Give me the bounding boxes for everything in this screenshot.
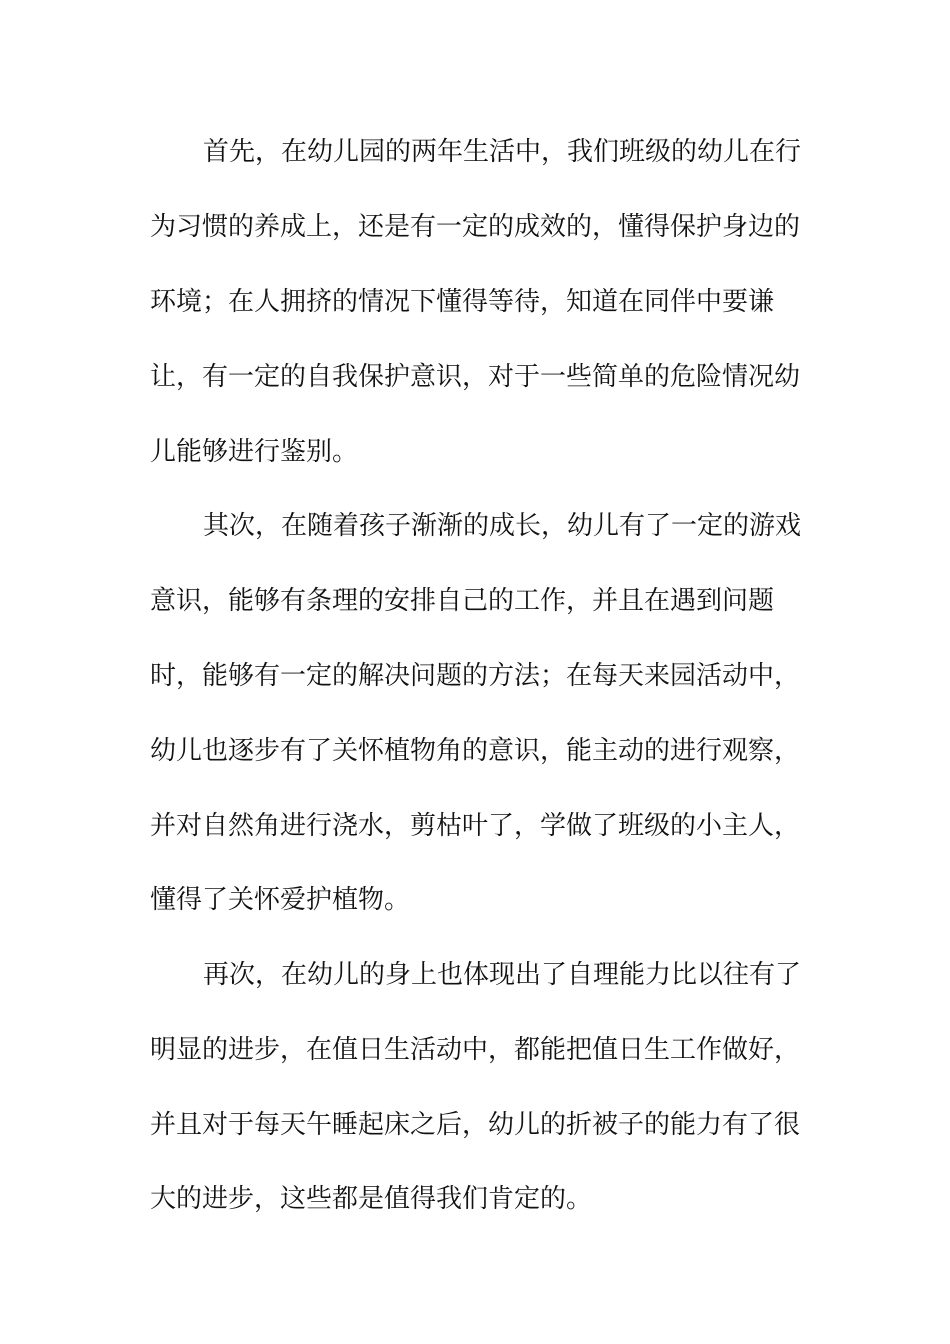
paragraph-line: 大的进步，这些都是值得我们肯定的。 <box>150 1184 593 1214</box>
paragraph-line: 并对自然角进行浇水，剪枯叶了，学做了班级的小主人， <box>150 811 801 841</box>
paragraph-line: 让，有一定的自我保护意识，对于一些简单的危险情况幼 <box>150 362 801 392</box>
paragraph-line: 为习惯的养成上，还是有一定的成效的，懂得保护身边的 <box>150 212 801 242</box>
paragraph-line: 意识，能够有条理的安排自己的工作，并且在遇到问题 <box>150 586 775 616</box>
paragraph-line: 明显的进步，在值日生活动中，都能把值日生工作做好， <box>150 1035 801 1065</box>
paragraph-line: 首先，在幼儿园的两年生活中，我们班级的幼儿在行 <box>203 137 802 167</box>
paragraph-line: 儿能够进行鉴别。 <box>150 437 359 467</box>
paragraph-line: 再次，在幼儿的身上也体现出了自理能力比以往有了 <box>203 960 802 990</box>
paragraph-line: 并且对于每天午睡起床之后，幼儿的折被子的能力有了很 <box>150 1110 801 1140</box>
paragraph-line: 幼儿也逐步有了关怀植物角的意识，能主动的进行观察， <box>150 736 801 766</box>
paragraph-line: 环境；在人拥挤的情况下懂得等待，知道在同伴中要谦 <box>150 287 775 317</box>
paragraph-line: 时，能够有一定的解决问题的方法；在每天来园活动中， <box>150 661 801 691</box>
paragraph-line: 其次，在随着孩子渐渐的成长，幼儿有了一定的游戏 <box>203 511 802 541</box>
paragraph-line: 懂得了关怀爱护植物。 <box>150 885 411 915</box>
